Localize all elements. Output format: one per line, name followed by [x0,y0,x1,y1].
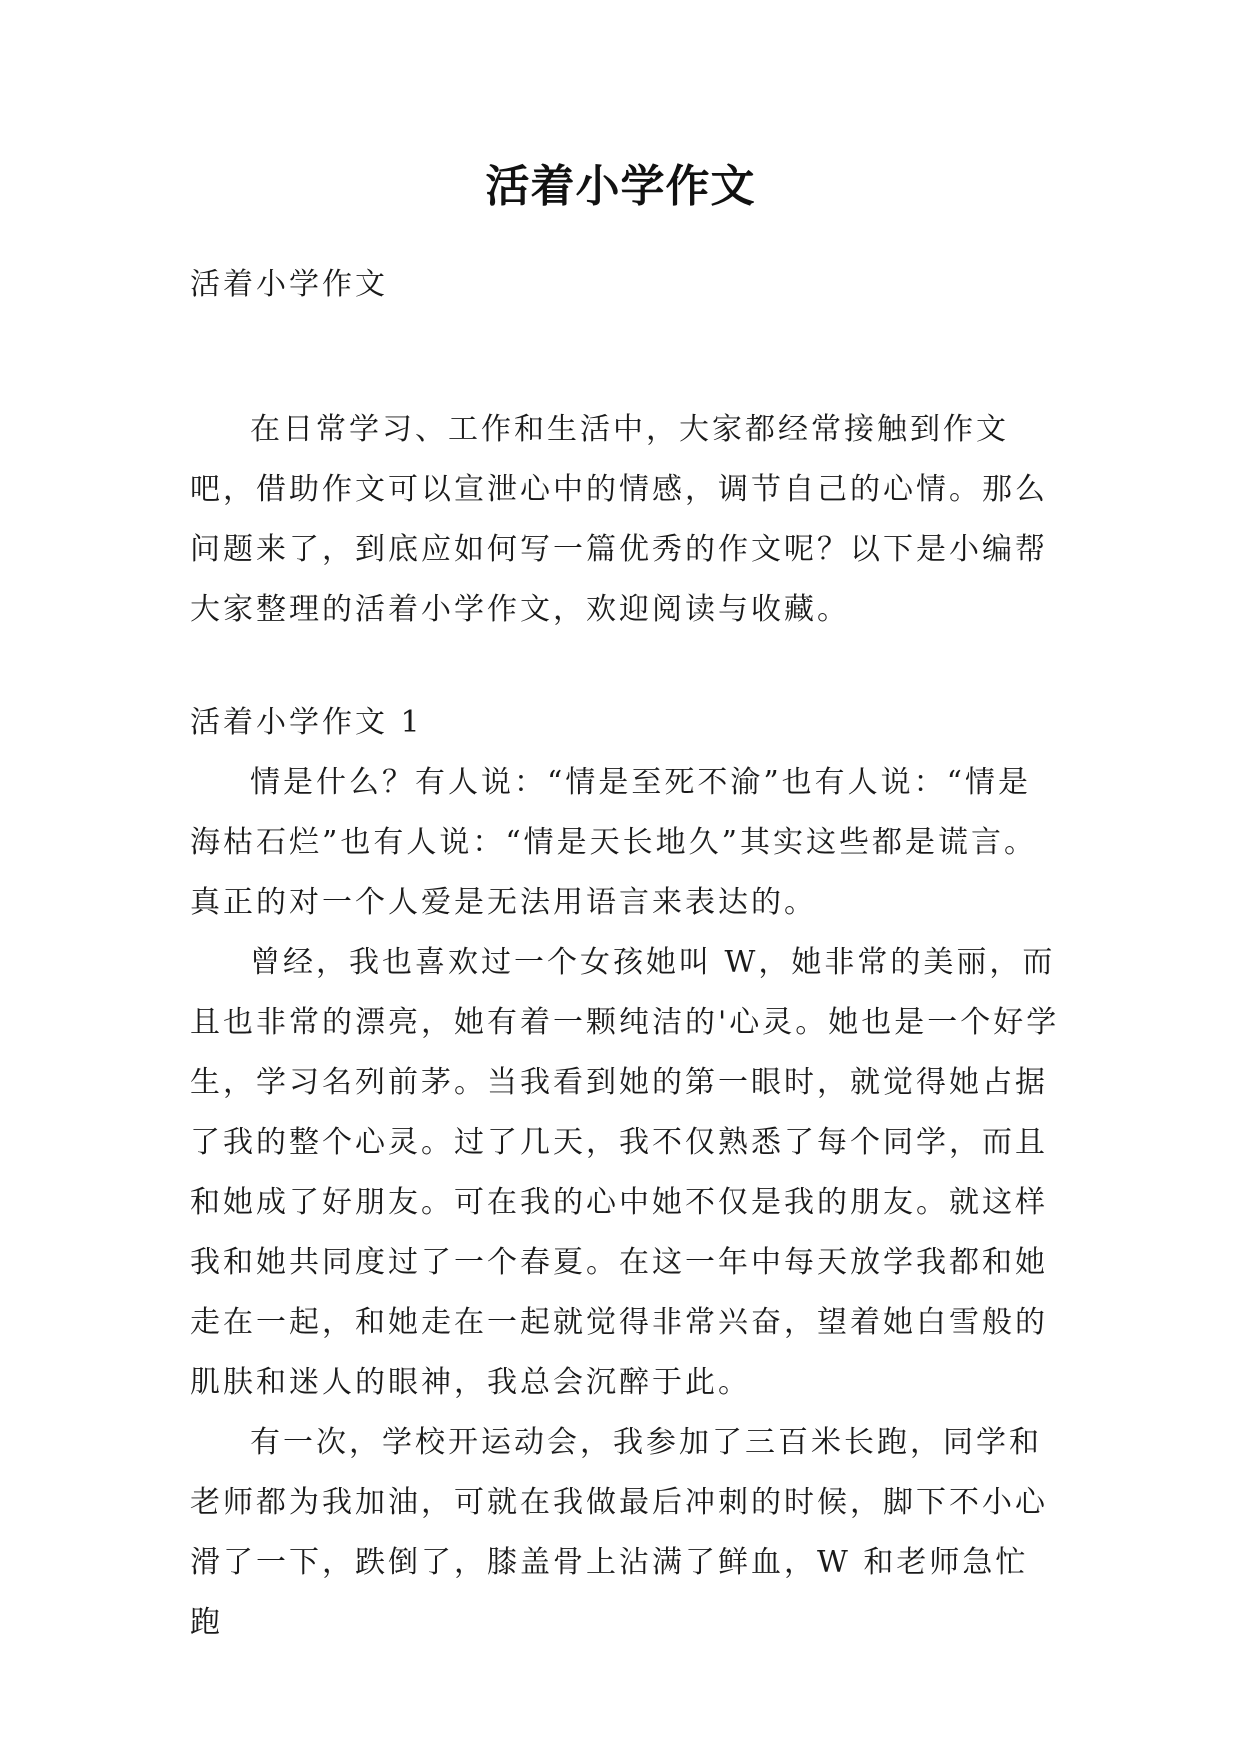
essay-paragraph: 情是什么？有人说：“情是至死不渝”也有人说：“情是海枯石烂”也有人说：“情是天长地久”其实这些都是谎言。真正的对一个人爱是无法用语言来表达的。 [190,765,1038,920]
essay-paragraph: 有一次，学校开运动会，我参加了三百米长跑，同学和老师都为我加油，可就在我做最后冲刺的时候，脚下不小心滑了一下，跌倒了，膝盖骨上沾满了鲜血，W 和老师急忙跑 [190,1425,1048,1640]
essay-section [190,693,1060,1653]
essay-heading: 活着小学作文 1 [190,705,423,740]
document-subtitle: 活着小学作文 [190,267,388,302]
intro-section [190,400,1060,640]
essay-paragraph: 曾经，我也喜欢过一个女孩她叫 W，她非常的美丽，而且也非常的漂亮，她有着一颗纯洁的'心灵。她也是一个好学生，学习名列前茅。当我看到她的第一眼时，就觉得她占据了我的整个心灵。过了几天，我不仅熟悉了每个同学，而且和她成了好朋友。可在我的心中她不仅是我的朋友。就这样我和她共同度过了一个春夏。在这一年中每天放学我都和她走在一起，和她走在一起就觉得非常兴奋，望着她白雪般的肌肤和迷人的眼神，我总会沉醉于此。 [190,945,1060,1400]
document-title: 活着小学作文 [485,161,756,212]
intro-paragraph: 在日常学习、工作和生活中，大家都经常接触到作文吧，借助作文可以宣泄心中的情感，调节自己的心情。那么问题来了，到底应如何写一篇优秀的作文呢？以下是小编帮大家整理的活着小学作文，欢迎阅读与收藏。 [190,412,1048,627]
